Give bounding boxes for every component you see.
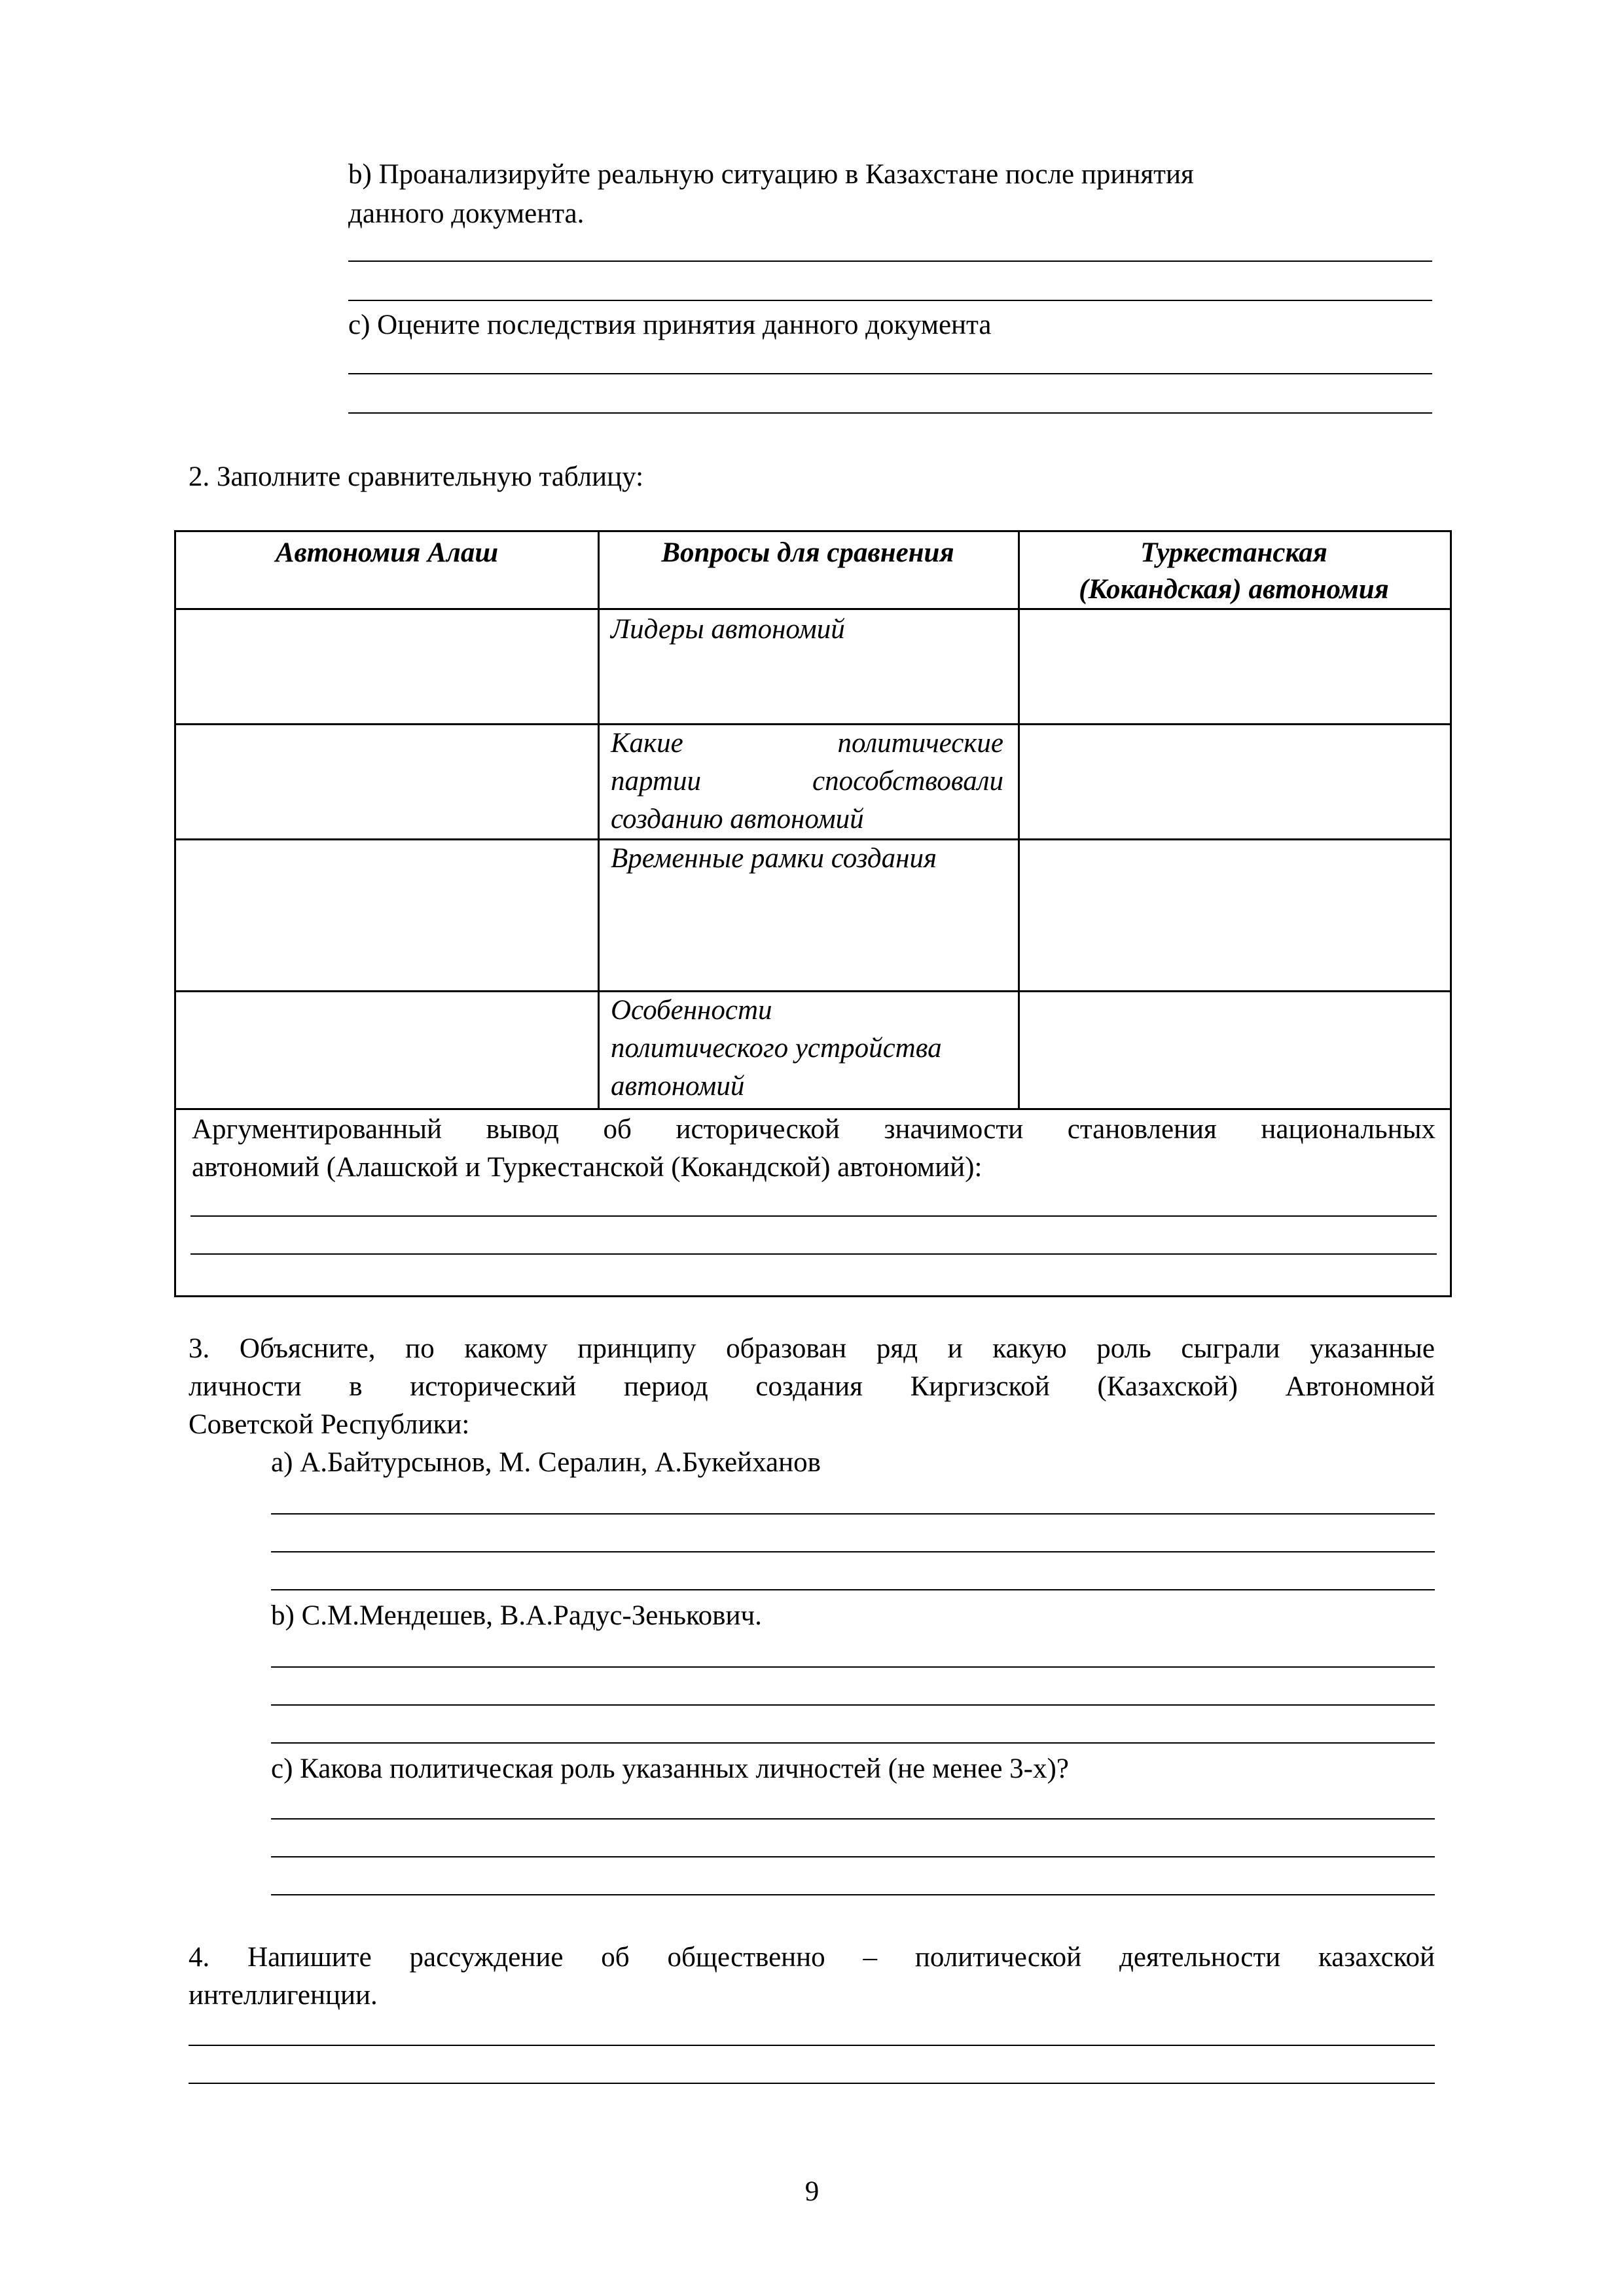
task3-a: а) А.Байтурсынов, М. Сералин, А.Букейханов [271,1447,821,1478]
task2-title: 2. Заполните сравнительную таблицу: [189,461,644,492]
page-number: 9 [804,2176,820,2207]
cell-turkestan-2[interactable] [1020,723,1450,838]
comparison-table [174,530,1452,1297]
question-cell-1: Лидеры автономий [611,614,845,645]
answer-line[interactable] [190,1215,1437,1217]
answer-line[interactable] [189,2083,1435,2084]
header-alash: Автономия Алаш [275,537,499,568]
answer-line[interactable] [271,1666,1435,1668]
task1-c: c) Оцените последствия принятия данного документа [348,310,992,340]
cell-turkestan-3[interactable] [1020,838,1450,990]
header-turkestan [1018,535,1450,608]
task4-line1: 4. Напишите рассуждение об общественно – политической деятельности казахской [189,1942,1435,1973]
answer-line[interactable] [271,1589,1435,1590]
task3-line1: 3. Объясните, по какому принципу образован ряд и какую роль сыграли указанные [189,1333,1435,1364]
cell-alash-4[interactable] [176,990,598,1108]
table-divider [176,1108,1450,1110]
question-line: политического устройства [611,1033,942,1064]
question-line: партии способствовали [611,766,1003,797]
answer-line[interactable] [348,412,1432,414]
answer-line[interactable] [271,1894,1435,1895]
answer-line[interactable] [348,300,1432,301]
question-line: Какие политические [611,728,1003,759]
table-divider [598,532,600,1108]
cell-alash-1[interactable] [176,608,598,723]
question-line: созданию автономий [611,804,864,834]
task3-line2: личности в исторический период создания Киргизской (Казахской) Автономной [189,1371,1435,1402]
task3-b: b) С.М.Мендешев, В.А.Радус-Зенькович. [271,1600,762,1631]
question-cell-2 [611,725,1003,838]
cell-turkestan-1[interactable] [1020,608,1450,723]
answer-line[interactable] [348,260,1432,262]
answer-line[interactable] [189,2045,1435,2046]
question-cell-4 [611,992,1003,1105]
answer-line[interactable] [348,373,1432,374]
answer-line[interactable] [271,1513,1435,1515]
task1-b-line1: b) Проанализируйте реальную ситуацию в Казахстане после принятия [348,159,1194,190]
question-cell-3: Временные рамки создания [611,843,937,874]
answer-line[interactable] [271,1704,1435,1706]
task3-line3: Советской Республики: [189,1409,470,1440]
question-line: Особенности [611,995,772,1026]
answer-line[interactable] [271,1551,1435,1552]
conclusion-line1: Аргументированный вывод об исторической значимости становления национальных [192,1114,1435,1145]
task1-b-line2: данного документа. [348,198,585,229]
header-turkestan-line1: Туркестанская [1140,537,1327,568]
answer-line[interactable] [190,1253,1437,1255]
cell-turkestan-4[interactable] [1020,990,1450,1108]
task3-c: c) Какова политическая роль указанных личностей (не менее 3-х)? [271,1753,1069,1784]
header-turkestan-line2: (Кокандская) автономия [1079,574,1389,605]
cell-alash-3[interactable] [176,838,598,990]
task4-line2: интеллигенции. [189,1980,378,2011]
answer-line[interactable] [271,1818,1435,1820]
answer-line[interactable] [271,1742,1435,1744]
conclusion-line2: автономий (Алашской и Туркестанской (Кокандской) автономий): [192,1152,983,1183]
question-line: автономий [611,1071,745,1102]
answer-line[interactable] [271,1856,1435,1857]
cell-alash-2[interactable] [176,723,598,838]
header-questions: Вопросы для сравнения [661,537,954,568]
